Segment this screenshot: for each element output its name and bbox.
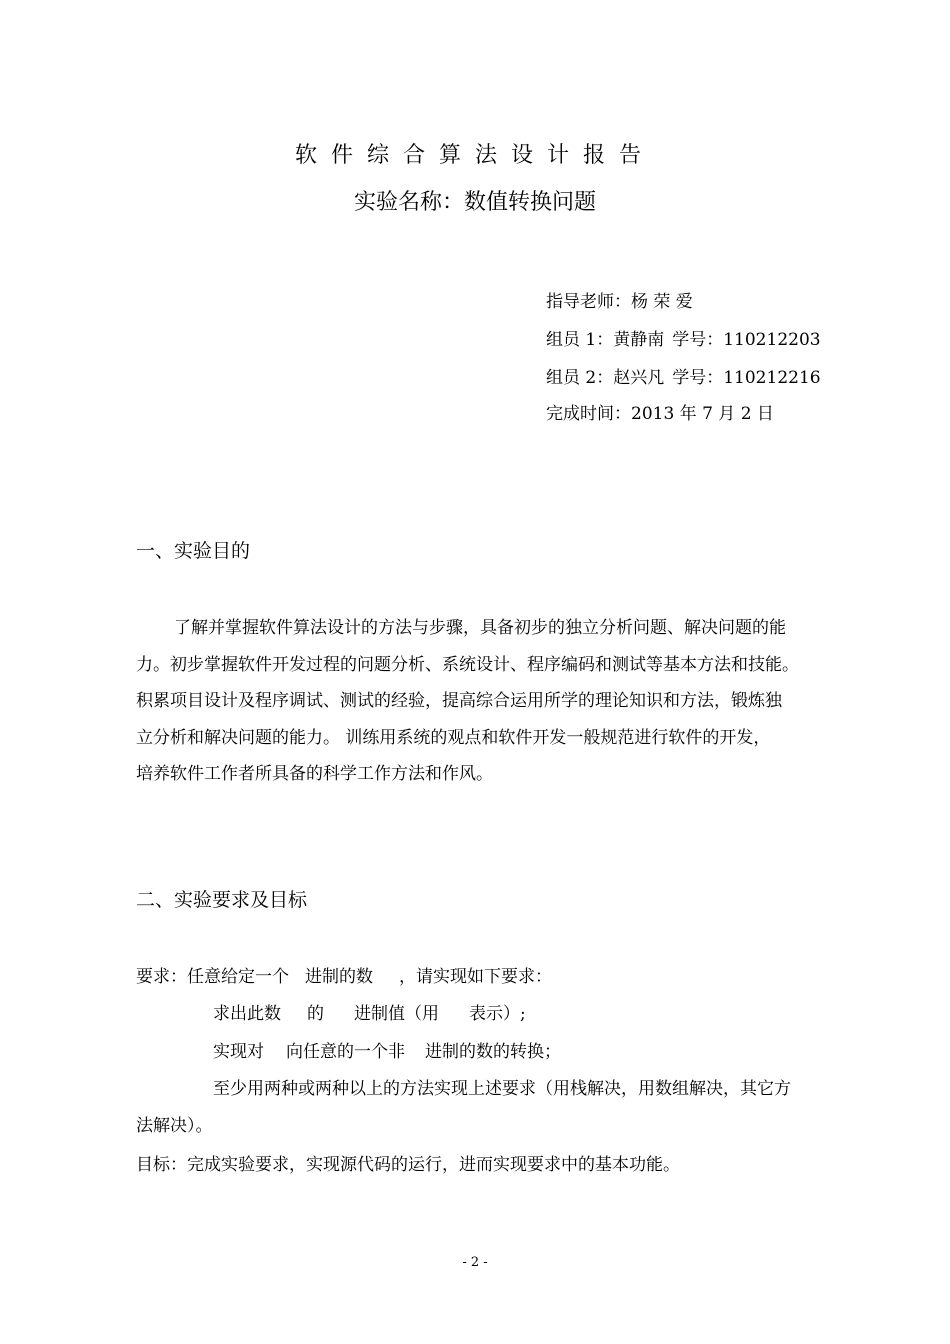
requirement-text: 进制的数 — [305, 967, 373, 987]
requirement-text: 向任意的一个非 — [286, 1042, 405, 1062]
member1-id-label: 学号： — [672, 330, 724, 350]
member2-line — [546, 366, 821, 390]
requirement-text: ，请实现如下要求： — [399, 967, 552, 987]
requirement-text: 进制的数的转换； — [425, 1042, 561, 1062]
page-number: - 2 - — [462, 1255, 488, 1270]
requirement-text: 进制值（用 — [354, 1004, 439, 1024]
member1-line — [546, 328, 821, 352]
member1-label: 组员 1： — [546, 330, 614, 350]
requirement-item-2 — [213, 1040, 561, 1064]
requirement-text: 的 — [307, 1004, 324, 1024]
member2-name: 赵兴凡 — [613, 368, 665, 388]
requirement-item-1 — [213, 1002, 526, 1026]
requirement-item-3-continued: 法解决）。 — [136, 1116, 213, 1136]
paragraph-line: 培养软件工作者所具备的科学工作方法和作风。 — [136, 764, 493, 784]
date-label: 完成时间： — [546, 404, 631, 424]
member1-id: 110212203 — [723, 330, 821, 350]
advisor-label: 指导老师： — [546, 292, 631, 312]
document-subtitle: 实验名称：数值转换问题 — [353, 190, 596, 215]
goal-line: 目标：完成实验要求，实现源代码的运行，进而实现要求中的基本功能。 — [136, 1155, 680, 1175]
advisor-line — [546, 290, 693, 314]
section2-heading: 二、实验要求及目标 — [136, 889, 308, 911]
member1-name: 黄静南 — [613, 330, 665, 350]
requirement-text: 表示）; — [469, 1004, 526, 1024]
document-title: 软件综合算法设计报告 — [294, 143, 655, 168]
member2-label: 组员 2： — [546, 368, 614, 388]
paragraph-line: 积累项目设计及程序调试、测试的经验，提高综合运用所学的理论知识和方法，锻炼独 — [136, 691, 782, 711]
completion-date-line — [546, 402, 774, 426]
advisor-name: 杨 荣 爱 — [631, 292, 693, 312]
paragraph-line: 了解并掌握软件算法设计的方法与步骤，具备初步的独立分析问题、解决问题的能 — [174, 618, 786, 638]
requirement-item-3: 至少用两种或两种以上的方法实现上述要求（用栈解决，用数组解决，其它方 — [213, 1079, 791, 1099]
requirement-text: 要求：任意给定一个 — [136, 967, 289, 987]
section1-paragraph — [136, 610, 860, 793]
member2-id-label: 学号： — [672, 368, 724, 388]
requirement-text: 求出此数 — [213, 1004, 281, 1024]
requirement-intro — [136, 965, 552, 989]
paragraph-line: 力。初步掌握软件开发过程的问题分析、系统设计、程序编码和测试等基本方法和技能。 — [136, 654, 799, 675]
member2-id: 110212216 — [723, 368, 821, 388]
section1-heading: 一、实验目的 — [136, 540, 251, 562]
date-value: 2013 年 7 月 2 日 — [631, 404, 774, 424]
requirement-text: 实现对 — [213, 1042, 264, 1062]
paragraph-line: 立分析和解决问题的能力。 训练用系统的观点和软件开发一般规范进行软件的开发， — [136, 727, 771, 748]
